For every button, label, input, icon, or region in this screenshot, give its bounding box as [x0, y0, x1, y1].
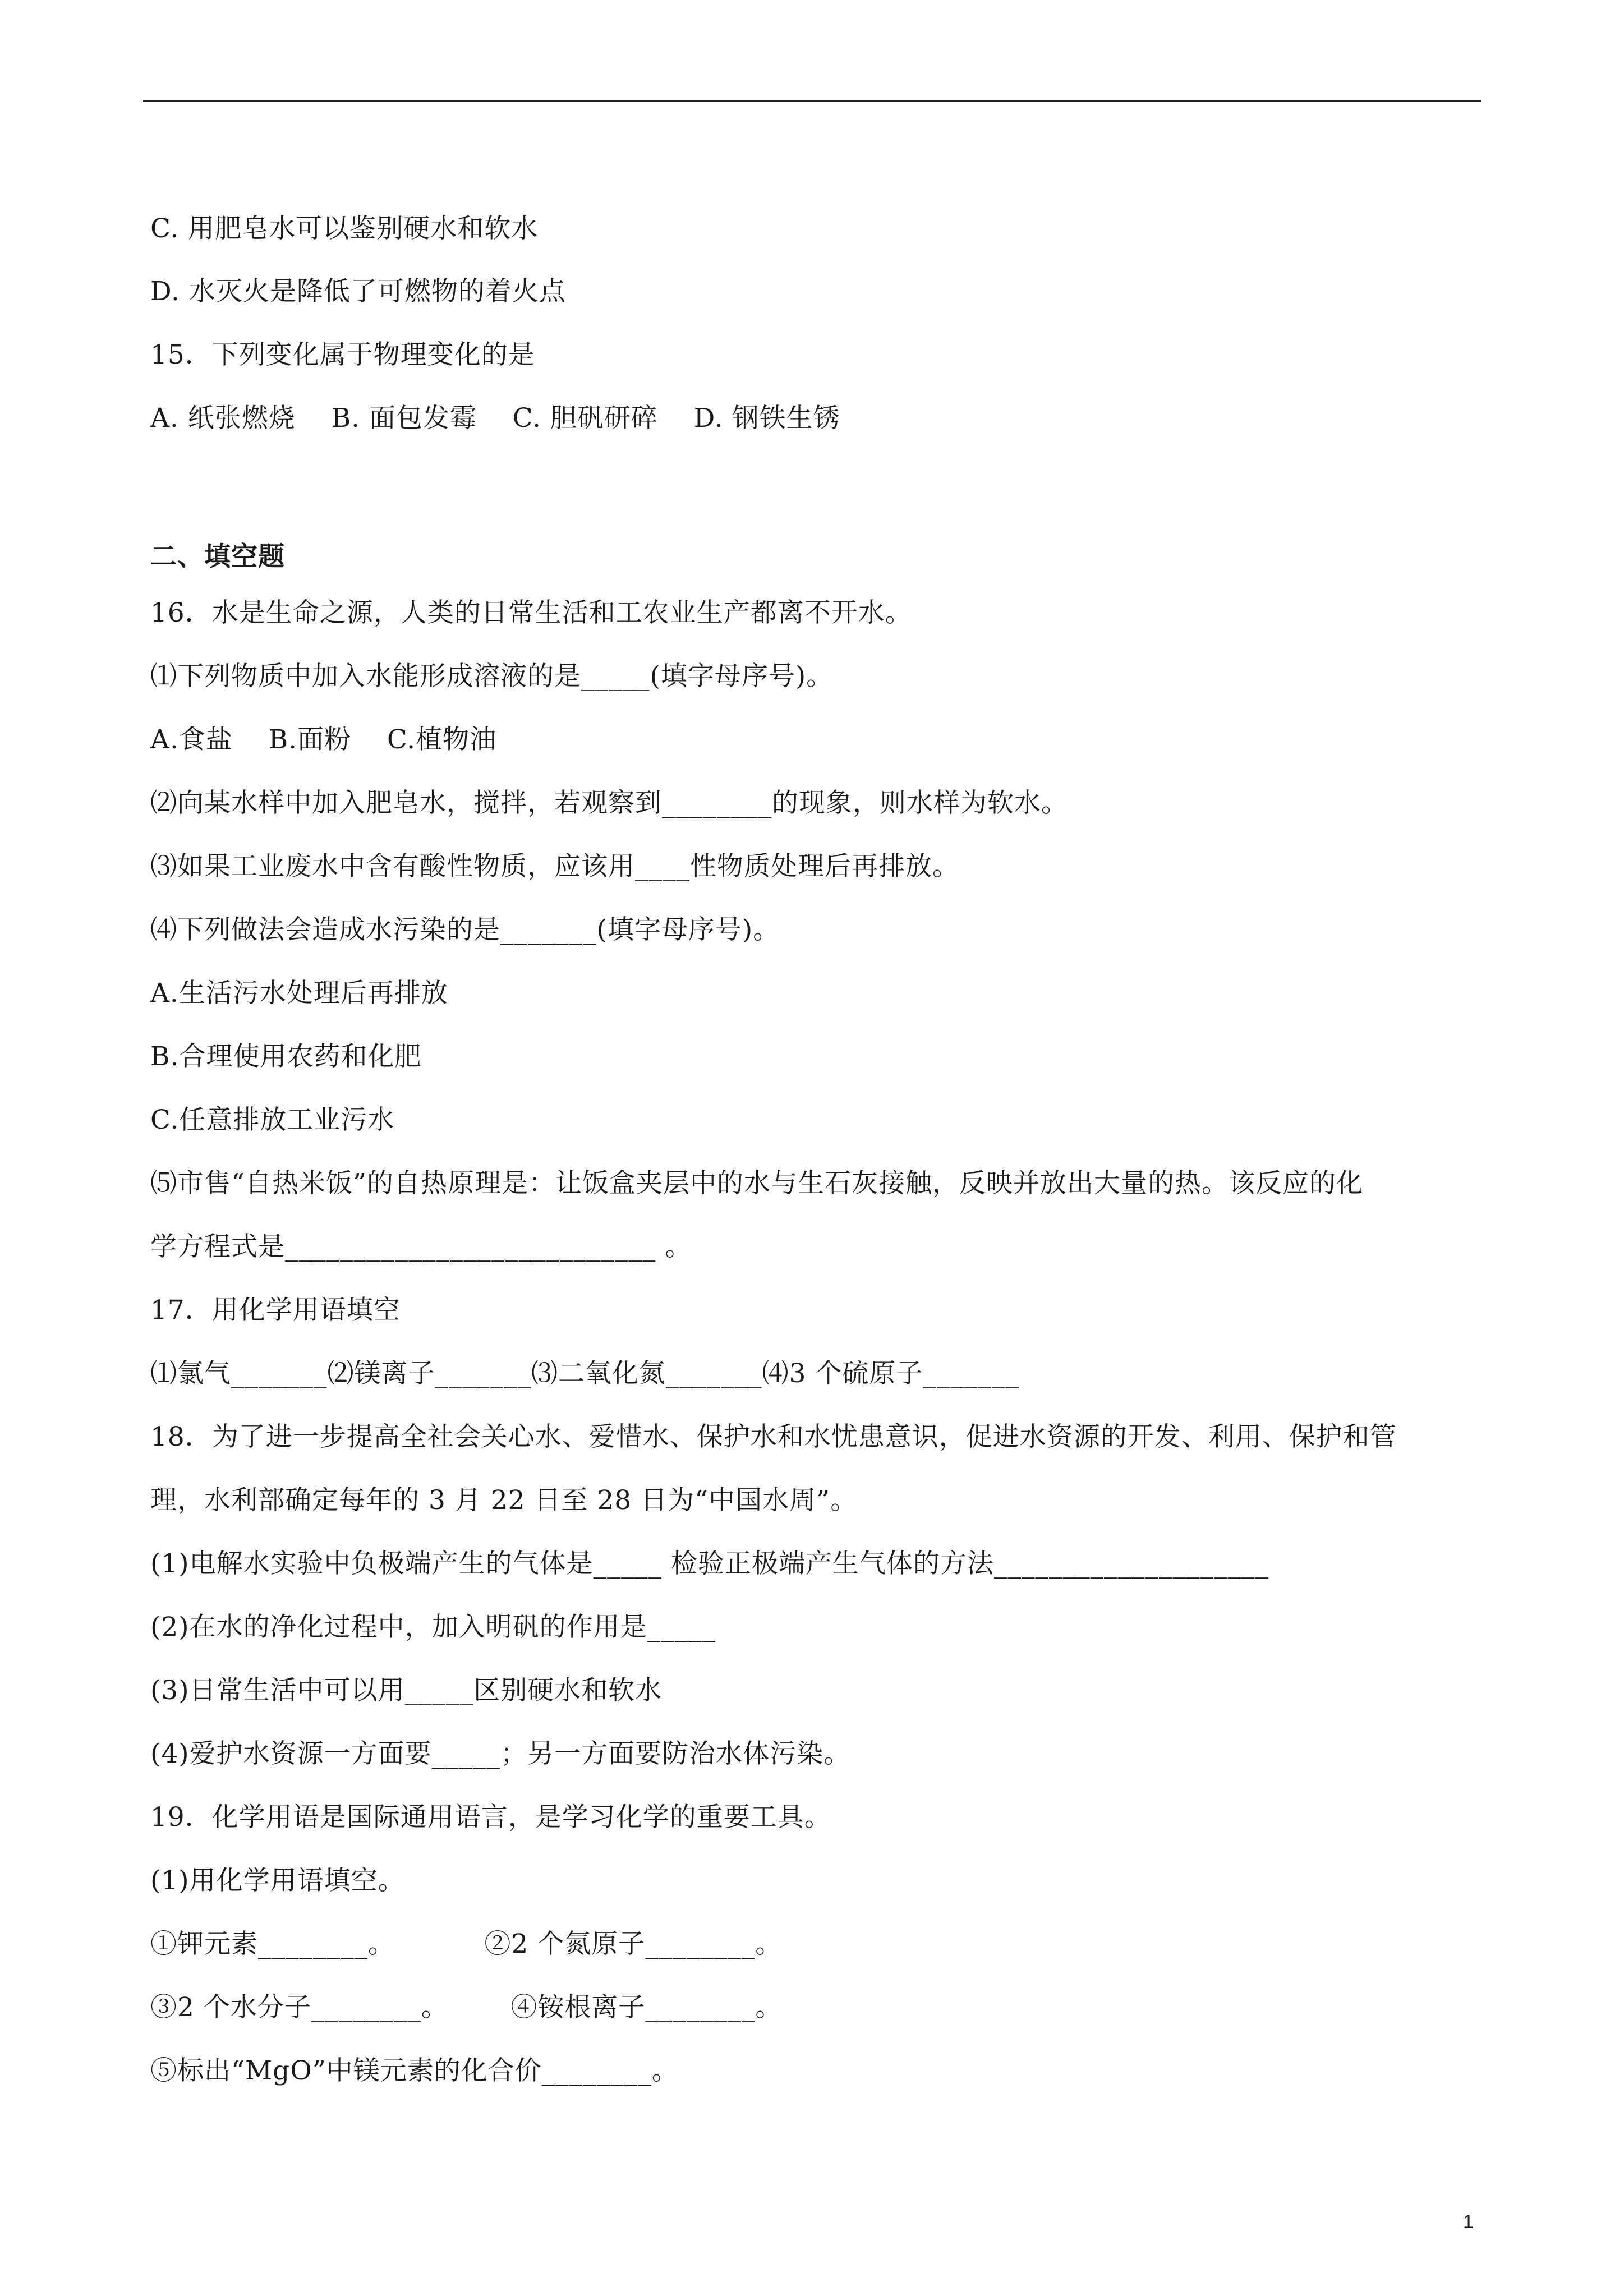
q16-part-5-cont: 学方程式是___________________________ 。 [150, 1231, 692, 1262]
q19-part-1: (1)用化学用语填空。 [150, 1865, 405, 1896]
q17-blanks: ⑴氯气_______⑵镁离子_______⑶二氧化氮_______⑷3 个硫原子_______ [150, 1358, 1019, 1389]
q16-part-1-options: A.食盐 B.面粉 C.植物油 [150, 724, 497, 755]
q16-part-4-option-c: C.任意排放工业污水 [150, 1105, 395, 1135]
q16-part-1: ⑴下列物质中加入水能形成溶液的是_____(填字母序号)。 [150, 661, 834, 692]
question-15-options: A. 纸张燃烧 B. 面包发霉 C. 胆矾研碎 D. 钢铁生锈 [150, 403, 840, 434]
section-heading: 二、填空题 [150, 541, 285, 572]
q19-blank-5: ⑤标出“MgO”中镁元素的化合价________。 [150, 2055, 679, 2086]
q18-part-2: (2)在水的净化过程中，加入明矾的作用是_____ [150, 1612, 716, 1642]
q16-part-4: ⑷下列做法会造成水污染的是_______(填字母序号)。 [150, 914, 780, 945]
q16-part-5: ⑸市售“自热米饭”的自热原理是：让饭盒夹层中的水与生石灰接触，反映并放出大量的热。该反应的化 [150, 1168, 1364, 1199]
option-c-14: C. 用肥皂水可以鉴别硬水和软水 [150, 213, 539, 244]
q19-blanks-row-1: ①钾元素________。 ②2 个氮原子________。 [150, 1929, 783, 1959]
question-16: 16．水是生命之源，人类的日常生活和工农业生产都离不开水。 [150, 597, 912, 628]
question-15: 15．下列变化属于物理变化的是 [150, 339, 535, 370]
q16-part-4-option-a: A.生活污水处理后再排放 [150, 978, 448, 1009]
q18-part-4: (4)爱护水资源一方面要_____；另一方面要防治水体污染。 [150, 1738, 851, 1769]
q16-part-3: ⑶如果工业废水中含有酸性物质，应该用____性物质处理后再排放。 [150, 851, 959, 882]
header-rule [143, 100, 1481, 102]
page-number: 1 [1463, 2211, 1474, 2233]
q18-part-3: (3)日常生活中可以用_____区别硬水和软水 [150, 1675, 663, 1706]
q16-part-4-option-b: B.合理使用农药和化肥 [150, 1041, 422, 1072]
q19-blanks-row-2: ③2 个水分子________。 ④铵根离子________。 [150, 1992, 783, 2023]
question-18-cont: 理，水利部确定每年的 3 月 22 日至 28 日为“中国水周”。 [150, 1485, 858, 1516]
option-d-14: D. 水灭火是降低了可燃物的着火点 [150, 276, 566, 307]
q16-part-2: ⑵向某水样中加入肥皂水，搅拌，若观察到________的现象，则水样为软水。 [150, 788, 1068, 818]
question-19: 19．化学用语是国际通用语言，是学习化学的重要工具。 [150, 1802, 831, 1833]
question-18: 18．为了进一步提高全社会关心水、爱惜水、保护水和水忧患意识，促进水资源的开发、利用、保护和管 [150, 1421, 1397, 1452]
q18-part-1: (1)电解水实验中负极端产生的气体是_____ 检验正极端产生气体的方法____________________ [150, 1548, 1269, 1579]
question-17: 17．用化学用语填空 [150, 1295, 401, 1326]
